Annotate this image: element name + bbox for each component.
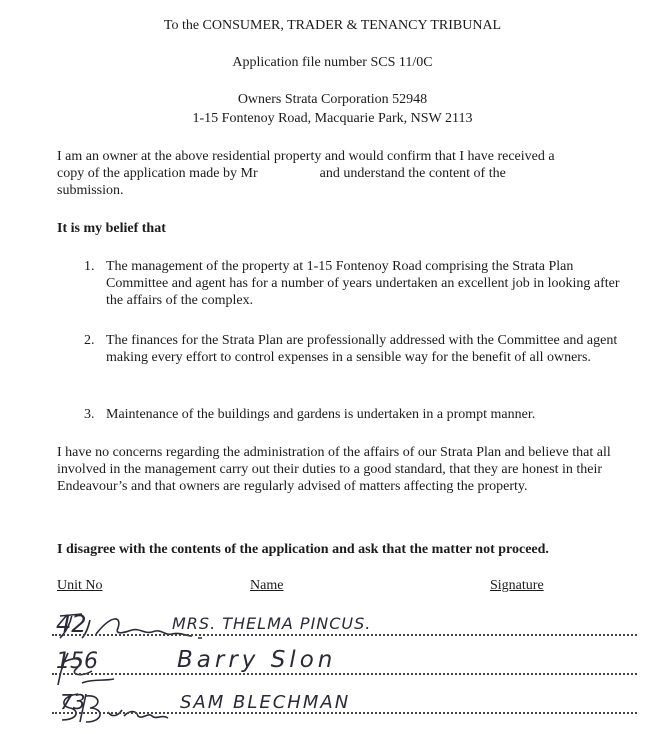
name-header: Name [250,578,284,593]
belief-text: Maintenance of the buildings and gardens is undertaken in a prompt manner. [106,407,536,422]
belief-item-3 [84,406,639,424]
belief-item-2 [84,332,639,384]
belief-heading: It is my belief that [57,221,166,236]
concerns-paragraph: I have no concerns regarding the administration of the affairs of our Strata Plan and believe that all involved in the management carry out their duties to a good standard, that they are honest in their Endeavour’s and that owners are regularly advised of matters affecting the property. [57,445,611,494]
belief-number: 3. [84,407,95,422]
dotted-line [52,673,637,675]
intro-line-2a: copy of the application made by Mr [57,166,258,181]
table-row [52,610,637,640]
owner-name: Barry Slon [177,647,337,673]
unit-number: 156 [56,649,98,674]
belief-text: The management of the property at 1-15 Fontenoy Road comprising the Strata Plan Committee and agent has for a number of years undertaken an excellent job in looking after the affairs of the complex. [106,259,620,308]
addressee-line: To the CONSUMER, TRADER & TENANCY TRIBUNAL [163,18,502,33]
intro-line-2b: and understand the content of the [319,166,506,181]
owner-name: MRS. THELMA PINCUS. [172,614,372,633]
belief-number: 2. [84,333,95,348]
belief-text: The finances for the Strata Plan are professionally addressed with the Committee and agent making every effort to control expenses in a sensible way for the benefit of all owners. [106,333,618,365]
property-address: 1-15 Fontenoy Road, Macquarie Park, NSW 2113 [192,111,473,126]
intro-line-3: submission. [57,183,124,198]
owners-corporation: Owners Strata Corporation 52948 [237,92,428,107]
signature-header: Signature [490,578,544,593]
unit-header: Unit No [57,578,103,593]
owner-name: SAM BLECHMAN [180,692,351,713]
belief-item-1 [84,258,639,310]
intro-line-1: I am an owner at the above residential property and would confirm that I have received a [57,149,555,164]
table-row [52,649,637,679]
disagree-statement: I disagree with the contents of the application and ask that the matter not proceed. [57,542,549,557]
unit-number: 73 [60,690,86,714]
unit-number: 42 [56,610,87,638]
table-row [52,688,637,718]
intro-line-2 [57,165,642,182]
file-number: Application file number SCS 11/0C [232,55,433,70]
belief-number: 1. [84,259,95,274]
dotted-line [52,634,637,636]
